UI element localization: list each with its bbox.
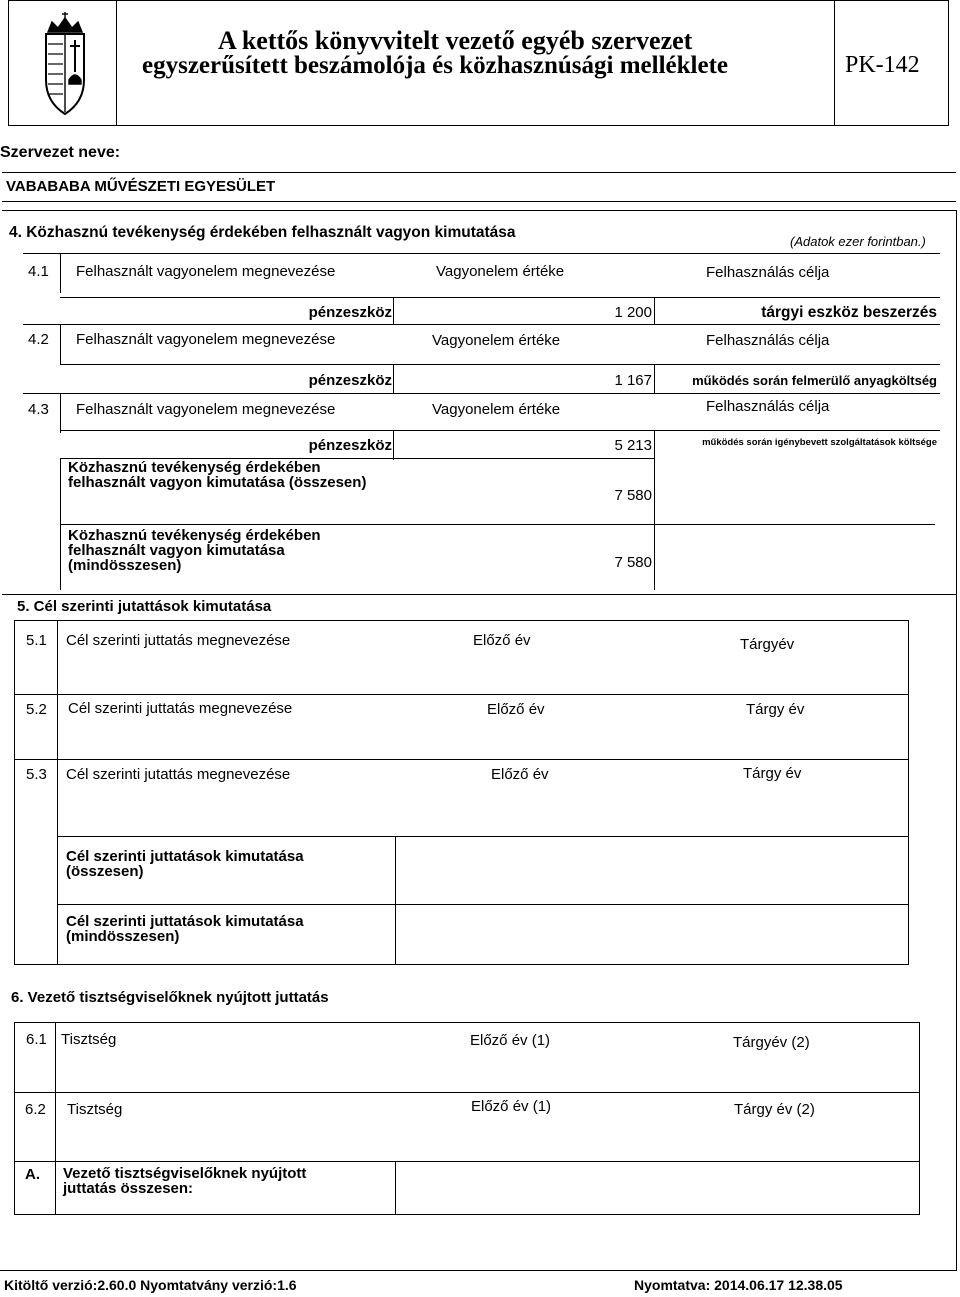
row42-col-name: Felhasznált vagyonelem megnevezése — [76, 331, 336, 348]
row43-header-top — [23, 393, 940, 394]
row61-col-name: Tisztség — [61, 1031, 117, 1048]
row42-header-top — [23, 324, 940, 325]
row53-col-prev: Előző év — [491, 766, 549, 783]
row43-data-top — [60, 430, 940, 431]
row61-bottom — [14, 1092, 920, 1093]
row41-col-name: Felhasznált vagyonelem megnevezése — [76, 263, 336, 280]
row51-col-prev: Előző év — [473, 632, 531, 649]
row52-bottom — [14, 759, 909, 760]
row43-col-name: Felhasznált vagyonelem megnevezése — [76, 401, 336, 418]
s6-total-divider — [55, 1161, 56, 1215]
form-title-line2: egyszerűsített beszámolója és közhasznúsági melléklete — [142, 52, 728, 79]
form-code: PK-142 — [845, 52, 920, 78]
organization-name: VABABABA MŰVÉSZETI EGYESÜLET — [6, 178, 276, 195]
header-divider-right — [834, 0, 835, 126]
row51-col-curr: Tárgyév — [740, 636, 795, 653]
coat-of-arms-icon — [34, 10, 96, 118]
section4-grand-total-label: Közhasznú tevékenység érdekében felhasznált vagyon kimutatása (mindösszesen) — [68, 527, 321, 574]
row53-num: 5.3 — [26, 766, 47, 783]
row53-col-curr: Tárgy év — [743, 765, 802, 782]
row52-col-name: Cél szerinti juttatás megnevezése — [68, 700, 293, 717]
row43-purpose: működés során igénybevett szolgáltatások költsége — [702, 437, 937, 448]
row61-divider — [55, 1022, 56, 1092]
row62-bottom — [14, 1161, 920, 1162]
row43-col-value: Vagyonelem értéke — [432, 401, 561, 418]
row51-col-name: Cél szerinti juttatás megnevezése — [66, 632, 291, 649]
row43-num: 4.3 — [28, 401, 49, 418]
page-frame-right — [956, 210, 957, 1270]
footer-printed: Nyomtatva: 2014.06.17 12.38.05 — [634, 1277, 843, 1293]
footer-version: Kitöltő verzió:2.60.0 Nyomtatvány verzió:1.6 — [4, 1277, 297, 1293]
row61-col-curr: Tárgyév (2) — [733, 1034, 810, 1051]
row62-col-prev: Előző év (1) — [471, 1098, 552, 1115]
row41-divider — [60, 253, 61, 293]
row41-value: 1 200 — [614, 304, 652, 321]
row52-divider — [57, 694, 58, 760]
row42-col-value: Vagyonelem értéke — [432, 332, 561, 349]
s6-total-div2 — [395, 1161, 396, 1215]
row42-data-div2 — [654, 364, 655, 394]
row42-value: 1 167 — [614, 372, 652, 389]
row41-data-div2 — [654, 297, 655, 325]
section6-title: 6. Vezető tisztségviselőknek nyújtott juttatás — [11, 989, 329, 1006]
section4-total-label: Közhasznú tevékenység érdekében felhasznált vagyon kimutatása (összesen) — [68, 459, 367, 491]
row43-divider — [60, 393, 61, 433]
row52-col-curr: Tárgy év — [746, 701, 805, 718]
row42-col-purpose: Felhasználás célja — [706, 332, 830, 349]
row42-purpose: működés során felmerülő anyagköltség — [692, 373, 937, 388]
row41-col-value: Vagyonelem értéke — [436, 263, 565, 280]
row41-data-top — [60, 297, 940, 298]
row43-value: 5 213 — [614, 437, 652, 454]
row62-num: 6.2 — [25, 1101, 46, 1118]
row61-num: 6.1 — [26, 1031, 47, 1048]
row41-data-div1 — [393, 297, 394, 325]
section5-title: 5. Cél szerinti jutattások kimutatása — [17, 598, 272, 615]
row41-name: pénzeszköz — [308, 304, 392, 321]
section6-total-label: Vezető tisztségviselőknek nyújtott juttatás összesen: — [63, 1165, 307, 1197]
row51-divider — [57, 620, 58, 695]
organization-label: Szervezet neve: — [0, 144, 121, 161]
section5-grand-total-label: Cél szerinti juttatások kimutatása (mindösszesen) — [66, 913, 304, 945]
form-title-line1: A kettős könyvvitelt vezető egyéb szervezet — [218, 26, 693, 55]
row41-header-top — [23, 253, 940, 254]
section5-total-label: Cél szerinti juttatások kimutatása (összesen) — [66, 848, 304, 880]
row42-num: 4.2 — [28, 331, 49, 348]
row62-col-curr: Tárgy év (2) — [734, 1101, 815, 1118]
row42-divider — [60, 324, 61, 364]
row42-name: pénzeszköz — [308, 372, 392, 389]
row53-col-name: Cél szerinti jutattás megnevezése — [66, 766, 291, 783]
row42-data-top — [60, 364, 940, 365]
s5-total-bottom — [57, 904, 909, 905]
row53-bottom — [57, 836, 909, 837]
page-frame-bottom — [0, 1270, 957, 1271]
section4-title: 4. Közhasznú tevékenység érdekében felhasznált vagyon kimutatása — [9, 224, 516, 241]
row61-col-prev: Előző év (1) — [470, 1032, 551, 1049]
row43-data-div1 — [393, 430, 394, 460]
row62-col-name: Tisztség — [67, 1101, 123, 1118]
row41-num: 4.1 — [28, 263, 49, 280]
section4-grand-total-value: 7 580 — [614, 554, 652, 571]
row43-data-div2 — [654, 430, 655, 460]
row52-col-prev: Előző év — [487, 701, 545, 718]
total-bottom — [60, 524, 935, 525]
row43-name: pénzeszköz — [308, 437, 392, 454]
s5-total-div — [395, 836, 396, 965]
row62-divider — [55, 1092, 56, 1162]
row53-divider — [57, 759, 58, 965]
header-divider-left — [116, 0, 117, 126]
row41-col-purpose: Felhasználás célja — [706, 264, 830, 281]
row42-data-div1 — [393, 364, 394, 394]
section6-total-num: A. — [25, 1166, 40, 1183]
section4-total-value: 7 580 — [614, 487, 652, 504]
row51-num: 5.1 — [26, 632, 47, 649]
row52-num: 5.2 — [26, 701, 47, 718]
row41-purpose: tárgyi eszköz beszerzés — [761, 304, 937, 321]
row43-col-purpose: Felhasználás célja — [706, 398, 830, 415]
row51-bottom — [14, 694, 909, 695]
unit-note: (Adatok ezer forintban.) — [790, 234, 926, 249]
